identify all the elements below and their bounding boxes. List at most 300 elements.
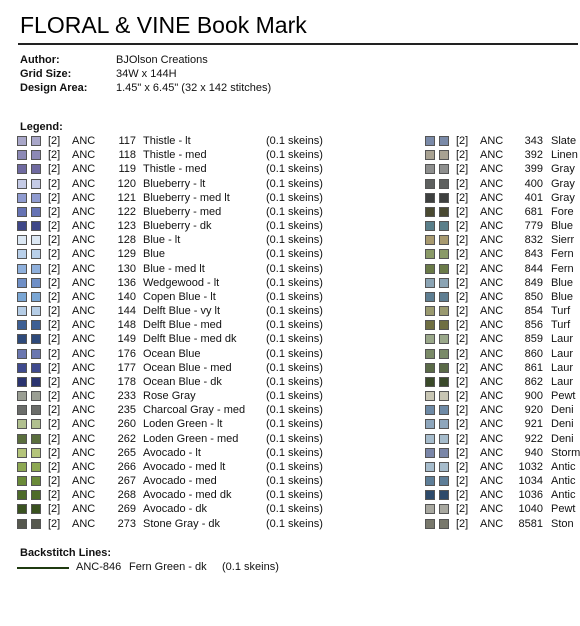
legend-name: Laur <box>551 361 574 374</box>
symbol-swatch <box>31 363 41 373</box>
legend-count: [2] <box>456 248 469 261</box>
color-swatch <box>17 349 27 359</box>
color-swatch <box>17 448 27 458</box>
info-value: BJOlson Creations <box>116 54 208 66</box>
info-label: Grid Size: <box>20 68 72 80</box>
legend-number: 843 <box>524 248 543 261</box>
color-swatch <box>17 306 27 316</box>
symbol-swatch <box>439 164 449 174</box>
legend-number: 862 <box>524 375 543 388</box>
color-swatch <box>425 519 435 529</box>
color-swatch <box>17 136 27 146</box>
symbol-swatch <box>439 405 449 415</box>
color-swatch <box>425 150 435 160</box>
legend-count: [2] <box>456 432 469 445</box>
legend-name: Avocado - lt <box>143 446 201 459</box>
legend-name: Turf <box>551 305 571 318</box>
info-label: Design Area: <box>20 82 88 94</box>
symbol-swatch <box>31 193 41 203</box>
legend-skeins: (0.1 skeins) <box>266 220 323 233</box>
legend-number: 123 <box>117 220 136 233</box>
legend-brand: ANC <box>480 446 504 459</box>
legend-count: [2] <box>456 234 469 247</box>
legend-name: Storm <box>551 446 580 459</box>
backstitch-row <box>17 561 417 575</box>
legend-name: Fern <box>551 262 574 275</box>
legend-name: Delft Blue - med dk <box>143 333 237 346</box>
legend-skeins: (0.1 skeins) <box>266 234 323 247</box>
legend-count: [2] <box>456 191 469 204</box>
legend-brand: ANC <box>72 262 96 275</box>
legend-name: Antic <box>551 460 576 473</box>
legend-number: 136 <box>117 276 136 289</box>
legend-skeins: (0.1 skeins) <box>266 290 323 303</box>
color-swatch <box>17 193 27 203</box>
legend-title: Legend: <box>20 121 63 133</box>
legend-name: Laur <box>551 347 574 360</box>
symbol-swatch <box>439 363 449 373</box>
legend-count: [2] <box>48 460 61 473</box>
legend-number: 178 <box>117 375 136 388</box>
legend-count: [2] <box>456 446 469 459</box>
legend-number: 119 <box>118 163 136 176</box>
backstitch-skeins: (0.1 skeins) <box>222 561 279 573</box>
legend-name: Delft Blue - med <box>143 319 222 332</box>
color-swatch <box>17 164 27 174</box>
legend-name: Antic <box>551 489 576 502</box>
legend-number: 121 <box>117 191 136 204</box>
backstitch-name: Fern Green - dk <box>129 561 207 573</box>
legend-brand: ANC <box>72 489 96 502</box>
legend-brand: ANC <box>72 248 96 261</box>
legend-count: [2] <box>48 489 61 502</box>
legend-brand: ANC <box>480 475 504 488</box>
color-swatch <box>425 391 435 401</box>
color-swatch <box>17 419 27 429</box>
symbol-swatch <box>439 320 449 330</box>
legend-brand: ANC <box>72 517 96 530</box>
color-swatch <box>425 235 435 245</box>
legend-name: Ocean Blue - dk <box>143 375 222 388</box>
legend-name: Sierr <box>551 234 575 247</box>
symbol-swatch <box>31 320 41 330</box>
legend-name: Rose Gray <box>143 390 196 403</box>
color-swatch <box>17 504 27 514</box>
color-swatch <box>17 377 27 387</box>
legend-name: Pewt <box>551 503 576 516</box>
legend-count: [2] <box>48 390 61 403</box>
legend-skeins: (0.1 skeins) <box>266 404 323 417</box>
legend-brand: ANC <box>72 390 96 403</box>
legend-number: 122 <box>117 205 136 218</box>
legend-number: 120 <box>117 177 136 190</box>
legend-number: 129 <box>117 248 136 261</box>
legend-count: [2] <box>456 333 469 346</box>
legend-number: 273 <box>117 517 136 530</box>
backstitch-line-sample <box>17 567 69 569</box>
legend-name: Pewt <box>551 390 576 403</box>
legend-number: 859 <box>524 333 543 346</box>
symbol-swatch <box>439 306 449 316</box>
legend-brand: ANC <box>72 404 96 417</box>
legend-skeins: (0.1 skeins) <box>266 333 323 346</box>
legend-count: [2] <box>48 290 61 303</box>
legend-name: Avocado - dk <box>143 503 208 516</box>
legend-count: [2] <box>48 404 61 417</box>
legend-count: [2] <box>48 432 61 445</box>
legend-brand: ANC <box>72 163 96 176</box>
color-swatch <box>17 179 27 189</box>
legend-brand: ANC <box>480 489 504 502</box>
legend-brand: ANC <box>480 205 504 218</box>
legend-name: Blue <box>551 290 574 303</box>
color-swatch <box>425 434 435 444</box>
legend-number: 118 <box>118 149 136 162</box>
legend-brand: ANC <box>480 517 504 530</box>
legend-brand: ANC <box>72 347 96 360</box>
legend-name: Blue <box>551 276 574 289</box>
symbol-swatch <box>31 434 41 444</box>
legend-brand: ANC <box>72 220 96 233</box>
legend-count: [2] <box>456 489 469 502</box>
legend-name: Blueberry - med lt <box>143 191 230 204</box>
color-swatch <box>425 349 435 359</box>
symbol-swatch <box>439 349 449 359</box>
legend-count: [2] <box>456 390 469 403</box>
legend-skeins: (0.1 skeins) <box>266 319 323 332</box>
legend-brand: ANC <box>480 404 504 417</box>
legend-name: Blue <box>143 248 166 261</box>
legend-number: 343 <box>524 135 543 147</box>
legend-number: 265 <box>117 446 136 459</box>
legend-name: Gray <box>551 191 575 204</box>
legend-number: 856 <box>524 319 543 332</box>
symbol-swatch <box>439 136 449 146</box>
legend-number: 149 <box>117 333 136 346</box>
symbol-swatch <box>31 419 41 429</box>
legend-skeins: (0.1 skeins) <box>266 446 323 459</box>
legend-count: [2] <box>456 177 469 190</box>
color-swatch <box>17 235 27 245</box>
legend-count: [2] <box>48 418 61 431</box>
legend-skeins: (0.1 skeins) <box>266 276 323 289</box>
legend-skeins: (0.1 skeins) <box>266 163 323 176</box>
legend-name: Laur <box>551 375 574 388</box>
legend-count: [2] <box>48 177 61 190</box>
legend-number: 128 <box>117 234 136 247</box>
legend-count: [2] <box>48 305 61 318</box>
legend-name: Avocado - med <box>143 475 217 488</box>
info-value: 1.45" x 6.45" (32 x 142 stitches) <box>116 82 272 94</box>
legend-skeins: (0.1 skeins) <box>266 517 323 530</box>
legend-count: [2] <box>456 149 469 162</box>
legend-brand: ANC <box>480 432 504 445</box>
legend-number: 861 <box>524 361 543 374</box>
legend-brand: ANC <box>72 191 96 204</box>
legend-name: Thistle - med <box>143 163 207 176</box>
legend-number: 148 <box>117 319 136 332</box>
color-swatch <box>425 504 435 514</box>
legend-brand: ANC <box>480 375 504 388</box>
symbol-swatch <box>31 264 41 274</box>
color-swatch <box>425 448 435 458</box>
symbol-swatch <box>31 334 41 344</box>
legend-skeins: (0.1 skeins) <box>266 432 323 445</box>
symbol-swatch <box>31 349 41 359</box>
symbol-swatch <box>31 448 41 458</box>
legend-brand: ANC <box>480 276 504 289</box>
backstitch-title: Backstitch Lines: <box>20 547 112 559</box>
legend-number: 849 <box>524 276 543 289</box>
legend-count: [2] <box>456 276 469 289</box>
legend-number: 900 <box>524 390 543 403</box>
legend-skeins: (0.1 skeins) <box>266 205 323 218</box>
symbol-swatch <box>31 306 41 316</box>
legend-number: 233 <box>117 390 136 403</box>
legend-count: [2] <box>48 361 61 374</box>
symbol-swatch <box>439 504 449 514</box>
symbol-swatch <box>439 292 449 302</box>
legend-skeins: (0.1 skeins) <box>266 390 323 403</box>
color-swatch <box>425 320 435 330</box>
legend-brand: ANC <box>72 460 96 473</box>
legend-brand: ANC <box>72 361 96 374</box>
symbol-swatch <box>439 462 449 472</box>
color-swatch <box>17 292 27 302</box>
legend-name: Loden Green - lt <box>143 418 223 431</box>
legend-skeins: (0.1 skeins) <box>266 135 323 147</box>
legend-count: [2] <box>48 149 61 162</box>
legend-number: 1036 <box>518 489 543 502</box>
symbol-swatch <box>31 207 41 217</box>
legend-brand: ANC <box>72 418 96 431</box>
legend-number: 8581 <box>518 517 543 530</box>
color-swatch <box>425 278 435 288</box>
legend-count: [2] <box>48 191 61 204</box>
legend-count: [2] <box>48 220 61 233</box>
legend-brand: ANC <box>480 319 504 332</box>
symbol-swatch <box>439 193 449 203</box>
legend-brand: ANC <box>72 432 96 445</box>
legend-name: Ocean Blue <box>143 347 201 360</box>
title-divider <box>18 43 578 45</box>
legend-number: 940 <box>524 446 543 459</box>
legend-brand: ANC <box>72 205 96 218</box>
symbol-swatch <box>439 490 449 500</box>
legend-name: Blueberry - lt <box>143 177 206 190</box>
color-swatch <box>17 320 27 330</box>
color-swatch <box>17 476 27 486</box>
legend-number: 832 <box>524 234 543 247</box>
legend-name: Charcoal Gray - med <box>143 404 246 417</box>
legend-brand: ANC <box>480 347 504 360</box>
legend-count: [2] <box>48 347 61 360</box>
legend-number: 681 <box>524 205 543 218</box>
legend-count: [2] <box>48 503 61 516</box>
legend-count: [2] <box>456 290 469 303</box>
legend-number: 844 <box>524 262 543 275</box>
color-swatch <box>425 462 435 472</box>
legend-number: 177 <box>117 361 136 374</box>
legend-count: [2] <box>456 503 469 516</box>
legend-brand: ANC <box>480 305 504 318</box>
legend-skeins: (0.1 skeins) <box>266 177 323 190</box>
color-swatch <box>17 150 27 160</box>
color-swatch <box>425 363 435 373</box>
symbol-swatch <box>31 278 41 288</box>
legend-brand: ANC <box>480 234 504 247</box>
legend-name: Ston <box>551 517 574 530</box>
legend-number: 860 <box>524 347 543 360</box>
color-swatch <box>425 179 435 189</box>
legend-skeins: (0.1 skeins) <box>266 460 323 473</box>
legend-count: [2] <box>456 517 469 530</box>
legend-name: Thistle - lt <box>143 135 191 147</box>
symbol-swatch <box>31 391 41 401</box>
color-swatch <box>425 306 435 316</box>
legend-count: [2] <box>456 205 469 218</box>
color-swatch <box>425 193 435 203</box>
symbol-swatch <box>439 448 449 458</box>
legend-count: [2] <box>48 375 61 388</box>
legend-brand: ANC <box>480 163 504 176</box>
symbol-swatch <box>31 462 41 472</box>
color-swatch <box>17 334 27 344</box>
legend-count: [2] <box>456 404 469 417</box>
color-swatch <box>425 405 435 415</box>
legend-brand: ANC <box>72 319 96 332</box>
legend-number: 176 <box>117 347 136 360</box>
legend-number: 779 <box>524 220 543 233</box>
legend-brand: ANC <box>480 418 504 431</box>
legend-skeins: (0.1 skeins) <box>266 361 323 374</box>
color-swatch <box>425 264 435 274</box>
symbol-swatch <box>31 519 41 529</box>
symbol-swatch <box>31 235 41 245</box>
legend-number: 117 <box>118 135 136 147</box>
legend-brand: ANC <box>480 149 504 162</box>
legend-skeins: (0.1 skeins) <box>266 149 323 162</box>
legend-skeins: (0.1 skeins) <box>266 248 323 261</box>
legend-name: Fore <box>551 205 574 218</box>
legend-brand: ANC <box>480 220 504 233</box>
color-swatch <box>425 377 435 387</box>
symbol-swatch <box>31 136 41 146</box>
legend-brand: ANC <box>72 234 96 247</box>
legend-brand: ANC <box>480 177 504 190</box>
symbol-swatch <box>439 249 449 259</box>
legend-count: [2] <box>48 234 61 247</box>
legend-name: Gray <box>551 177 575 190</box>
legend-brand: ANC <box>72 276 96 289</box>
legend-name: Blue <box>551 220 574 233</box>
symbol-swatch <box>31 377 41 387</box>
legend-number: 392 <box>524 149 543 162</box>
symbol-swatch <box>439 334 449 344</box>
legend-count: [2] <box>456 262 469 275</box>
symbol-swatch <box>31 164 41 174</box>
legend-skeins: (0.1 skeins) <box>266 262 323 275</box>
legend-skeins: (0.1 skeins) <box>266 305 323 318</box>
legend-count: [2] <box>48 248 61 261</box>
legend-number: 400 <box>524 177 543 190</box>
symbol-swatch <box>31 179 41 189</box>
legend-count: [2] <box>48 446 61 459</box>
legend-count: [2] <box>456 460 469 473</box>
legend-name: Ocean Blue - med <box>143 361 232 374</box>
legend-name: Gray <box>551 163 575 176</box>
symbol-swatch <box>31 490 41 500</box>
legend-count: [2] <box>48 163 61 176</box>
legend-number: 235 <box>117 404 136 417</box>
symbol-swatch <box>439 377 449 387</box>
color-swatch <box>17 434 27 444</box>
legend-count: [2] <box>456 163 469 176</box>
legend-number: 144 <box>117 305 136 318</box>
color-swatch <box>17 363 27 373</box>
legend-brand: ANC <box>72 290 96 303</box>
legend-brand: ANC <box>72 503 96 516</box>
legend-number: 920 <box>524 404 543 417</box>
legend-count: [2] <box>48 475 61 488</box>
legend-brand: ANC <box>72 135 96 147</box>
legend-number: 1032 <box>518 460 543 473</box>
symbol-swatch <box>439 221 449 231</box>
symbol-swatch <box>439 150 449 160</box>
legend-name: Deni <box>551 404 574 417</box>
legend-brand: ANC <box>72 375 96 388</box>
legend-count: [2] <box>48 517 61 530</box>
color-swatch <box>17 519 27 529</box>
legend-number: 260 <box>117 418 136 431</box>
legend-brand: ANC <box>480 248 504 261</box>
legend-brand: ANC <box>480 290 504 303</box>
legend-skeins: (0.1 skeins) <box>266 489 323 502</box>
symbol-swatch <box>439 235 449 245</box>
legend-count: [2] <box>456 135 469 147</box>
legend-brand: ANC <box>72 305 96 318</box>
legend-number: 268 <box>117 489 136 502</box>
color-swatch <box>425 249 435 259</box>
legend-skeins: (0.1 skeins) <box>266 375 323 388</box>
color-swatch <box>17 462 27 472</box>
symbol-swatch <box>31 249 41 259</box>
legend-number: 399 <box>524 163 543 176</box>
info-label: Author: <box>20 54 60 66</box>
symbol-swatch <box>439 278 449 288</box>
legend-count: [2] <box>456 220 469 233</box>
legend-name: Blue - lt <box>143 234 181 247</box>
legend-count: [2] <box>48 333 61 346</box>
legend-name: Copen Blue - lt <box>143 290 216 303</box>
symbol-swatch <box>31 150 41 160</box>
legend-skeins: (0.1 skeins) <box>266 418 323 431</box>
legend-name: Delft Blue - vy lt <box>143 305 221 318</box>
info-value: 34W x 144H <box>116 68 177 80</box>
legend-number: 269 <box>117 503 136 516</box>
legend-number: 266 <box>117 460 136 473</box>
legend-name: Blue - med lt <box>143 262 205 275</box>
legend-number: 140 <box>117 290 136 303</box>
symbol-swatch <box>31 292 41 302</box>
color-swatch <box>17 391 27 401</box>
legend-brand: ANC <box>480 333 504 346</box>
legend-brand: ANC <box>480 361 504 374</box>
legend-brand: ANC <box>480 460 504 473</box>
legend-count: [2] <box>48 319 61 332</box>
symbol-swatch <box>439 519 449 529</box>
legend-count: [2] <box>456 418 469 431</box>
